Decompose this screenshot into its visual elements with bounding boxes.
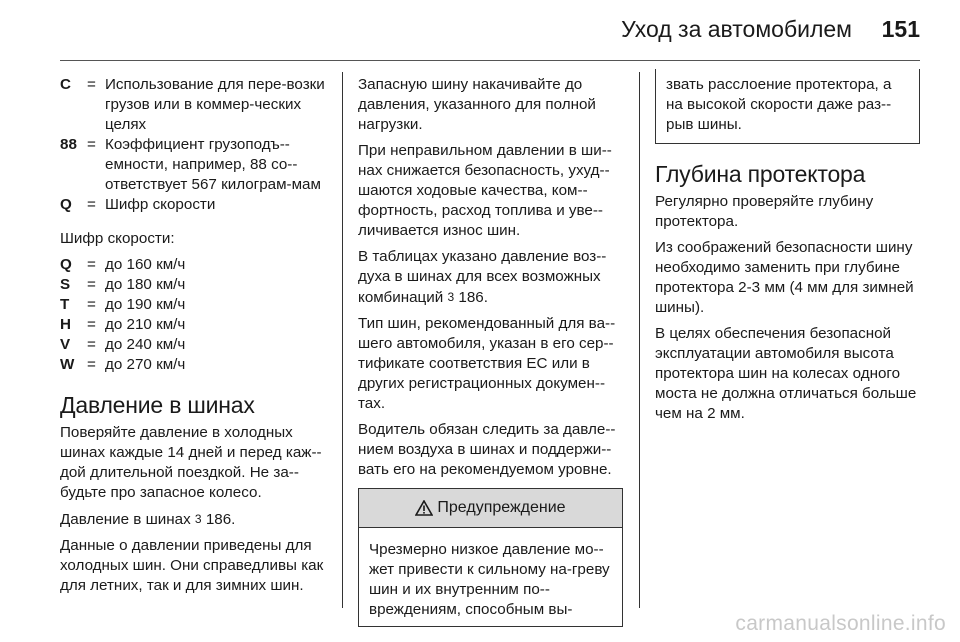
reference-link[interactable]: 186. — [205, 511, 236, 528]
speed-equals: = — [87, 336, 96, 353]
section-heading-tread-depth: Глубина протектора — [655, 161, 866, 187]
speed-row — [60, 355, 326, 375]
warning-box-continued — [655, 69, 920, 144]
definition-key: C — [60, 76, 71, 93]
paragraph: Водитель обязан следить за давле-нием воздуха в шинах и поддержи-вать его на рекомендуемом уровне. — [358, 421, 616, 478]
definition-equals: = — [87, 196, 96, 213]
paragraph-with-reference — [60, 509, 326, 530]
column-divider-left — [342, 72, 343, 608]
speed-key: T — [60, 296, 70, 313]
column-divider-right — [639, 72, 640, 608]
speed-key: W — [60, 356, 75, 373]
speed-code-list — [60, 255, 326, 375]
page-reference-icon: 3 — [447, 290, 455, 304]
paragraph: Тип шин, рекомендованный для ва-шего автомобиля, указан в его сер-тификате соответствия ЕС или в других регистрационных докумен-тах. — [358, 315, 616, 412]
paragraph: Регулярно проверяйте глубину протектора. — [655, 193, 874, 230]
definition-equals: = — [87, 136, 96, 153]
page-reference-icon: 3 — [194, 512, 202, 526]
tire-code-definitions — [60, 75, 326, 215]
definition-row — [60, 135, 326, 195]
definition-value: Коэффициент грузоподъ-емности, например, 88 со-ответствует 567 килограм-мам — [105, 136, 321, 193]
speed-value: до 210 км/ч — [105, 316, 186, 333]
speed-value: до 160 км/ч — [105, 256, 186, 273]
speed-value: до 180 км/ч — [105, 276, 186, 293]
speed-row — [60, 275, 326, 295]
paragraph-with-reference — [358, 247, 623, 308]
paragraph: Запасную шину накачивайте до давления, указанного для полной нагрузки. — [358, 76, 596, 133]
watermark-text: carmanualsonline.info — [735, 612, 946, 635]
speed-key: H — [60, 316, 71, 333]
section-heading-tire-pressure: Давление в шинах — [60, 392, 255, 418]
middle-column — [358, 75, 623, 627]
reference-text: В таблицах указано давление воз-духа в шинах для всех возможных комбинаций — [358, 248, 607, 306]
speed-row — [60, 295, 326, 315]
speed-row — [60, 335, 326, 355]
paragraph: В целях обеспечения безопасной эксплуатации автомобиля высота протектора шин на колесах одного моста не должна отличаться больше чем на 2 мм. — [655, 325, 917, 422]
speed-value: до 240 км/ч — [105, 336, 186, 353]
definition-equals: = — [87, 76, 96, 93]
speed-equals: = — [87, 356, 96, 373]
speed-equals: = — [87, 256, 96, 273]
definition-key: 88 — [60, 136, 77, 153]
speed-key: S — [60, 276, 71, 293]
page-header-title: Уход за автомобилем — [621, 16, 852, 42]
definition-row — [60, 195, 326, 215]
right-column — [655, 72, 920, 430]
speed-equals: = — [87, 316, 96, 333]
definition-key: Q — [60, 196, 72, 213]
paragraph: Из соображений безопасности шину необходимо заменить при глубине протектора 2-3 мм (4 мм для зимней шины). — [655, 239, 914, 316]
speed-code-label: Шифр скорости: — [60, 230, 175, 247]
speed-key: Q — [60, 256, 72, 273]
definition-value: Использование для пере-возки грузов или в коммер-ческих целях — [105, 76, 325, 133]
paragraph: Поверяйте давление в холодных шинах каждые 14 дней и перед каж-дой длительной поездкой. Не за-будьте про запасное колесо. — [60, 424, 322, 501]
warning-triangle-icon — [415, 500, 433, 516]
warning-text-continued: звать расслоение протектора, а на высокой скорости даже раз-рыв шины. — [666, 76, 892, 133]
paragraph: При неправильном давлении в ши-нах снижается безопасность, ухуд-шаются ходовые качества, ком-фортность, расход топлива и уве-личивается износ шин. — [358, 142, 612, 239]
page-number: 151 — [881, 16, 920, 42]
definition-value: Шифр скорости — [105, 196, 216, 213]
speed-row — [60, 315, 326, 335]
speed-equals: = — [87, 296, 96, 313]
speed-key: V — [60, 336, 71, 353]
speed-value: до 190 км/ч — [105, 296, 186, 313]
reference-text: Давление в шинах — [60, 511, 191, 528]
warning-text: Чрезмерно низкое давление мо-жет привести к сильному на-греву шин и их внутренним по-вреждениям, способным вы- — [369, 541, 610, 618]
warning-box — [358, 488, 623, 627]
header-divider — [60, 60, 920, 61]
speed-row — [60, 255, 326, 275]
left-column — [60, 75, 326, 602]
reference-link[interactable]: 186. — [458, 289, 488, 306]
speed-value: до 270 км/ч — [105, 356, 186, 373]
warning-title: Предупреждение — [437, 499, 566, 516]
speed-equals: = — [87, 276, 96, 293]
definition-row — [60, 75, 326, 135]
warning-header — [359, 489, 622, 528]
paragraph: Данные о давлении приведены для холодных шин. Они справедливы как для летних, так и для зимних шин. — [60, 537, 324, 594]
